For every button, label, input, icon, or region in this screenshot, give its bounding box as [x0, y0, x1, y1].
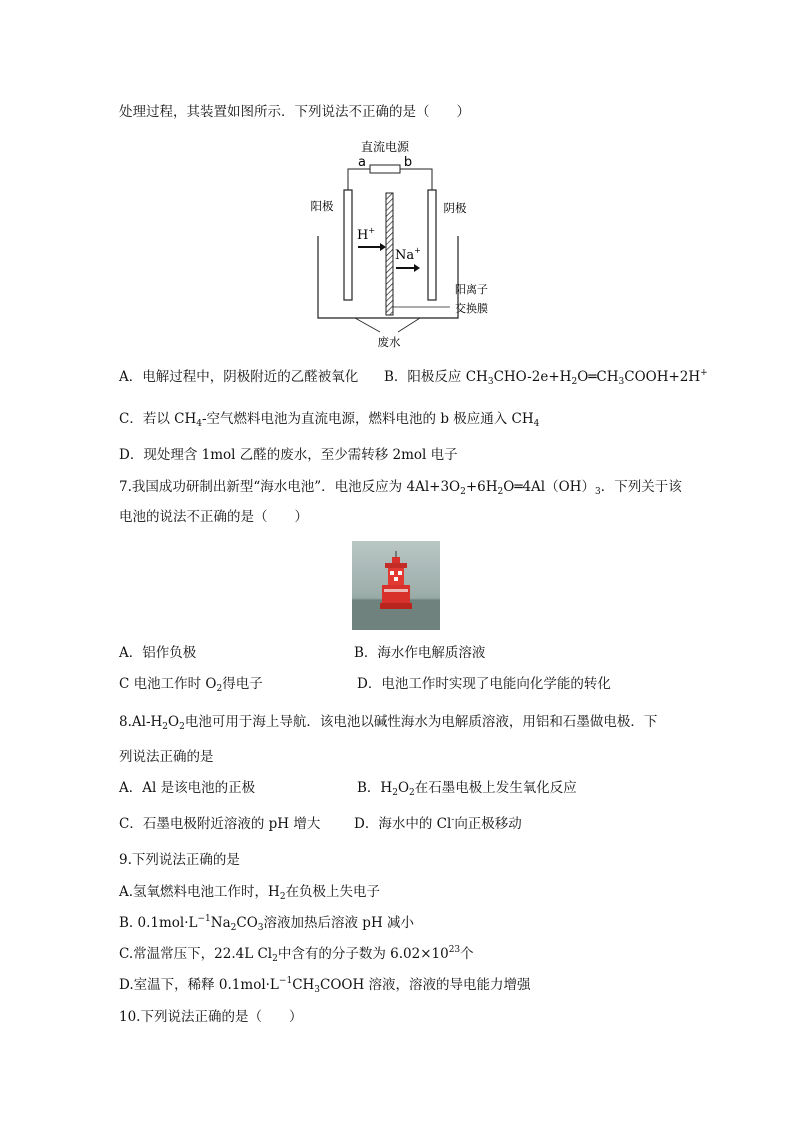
q8-option-b: B．$H_2O_2$在石墨电极上发生氧化反应 [357, 780, 577, 798]
h-arrow-head [380, 243, 386, 251]
q7-option-c: C 电池工作时 $O_2$得电子 [119, 676, 263, 694]
terminal-a-label: a [358, 155, 366, 170]
q8-option-a: A．Al 是该电池的正极 [119, 780, 256, 796]
wire-left [348, 169, 370, 190]
q7-option-a: A．铝作负极 [119, 645, 197, 661]
ion-na-label: Na+ [395, 246, 421, 263]
cathode-electrode [428, 190, 436, 300]
cation-exchange-membrane [386, 193, 393, 315]
q9-option-d: D.室温下，稀释 $0.1mol\cdot L^{-1}CH_3COOH$ 溶液，溶液的导电能力增强 [119, 976, 531, 995]
q10-stem: 10.下列说法正确的是（ ） [119, 1009, 303, 1025]
membrane-label-line1: 阳离子 [455, 283, 488, 296]
membrane-label-line2: 交换膜 [455, 302, 488, 315]
cathode-label: 阴极 [443, 201, 467, 215]
q6-option-c: C．若以 $CH_4-$空气燃料电池为直流电源，燃料电池的 b 极应通入 $CH_4$ [119, 411, 540, 429]
q8-option-c: C．石墨电极附近溶液的 pH 增大 [119, 816, 321, 832]
q6-stem: 处理过程，其装置如图所示．下列说法不正确的是（ ） [119, 104, 470, 120]
q9-option-a: A.氢氧燃料电池工作时，$H_2$在负极上失电子 [119, 884, 381, 902]
q9-option-b: B. $0.1mol\cdot L^{-1}Na_2CO_3$溶液加热后溶液 pH 减小 [119, 914, 415, 933]
terminal-b-label: b [403, 155, 413, 170]
wastewater-label: 废水 [377, 335, 401, 349]
seawater-battery-buoy-photo [352, 541, 440, 630]
wastewater-leader-right [398, 318, 420, 332]
q7-option-b: B．海水作电解质溶液 [354, 645, 486, 661]
wire-right [400, 169, 432, 190]
q7-stem-line2: 电池的说法不正确的是（ ） [119, 509, 308, 525]
q6-option-b: B．阳极反应 $CH_3CHO-2e+H_2O═CH_3COOH+2H^+$ [384, 368, 708, 387]
q9-option-c: C.常温常压下，22.4L $Cl_2$中含有的分子数为 $6.02\times 10^{23}$个 [119, 945, 474, 964]
power-source-box [370, 165, 400, 173]
q7-option-d: D．电池工作时实现了电能向化学能的转化 [357, 676, 611, 692]
q8-stem-line1: $8.Al-H_2O_2$电池可用于海上导航．该电池以碱性海水为电解质溶液，用铝和石墨做电极．下 [119, 714, 658, 732]
na-arrow-head [414, 264, 420, 272]
electrolysis-diagram [300, 138, 500, 353]
wastewater-leader-left [355, 318, 380, 332]
ion-h-label: H+ [357, 226, 376, 243]
anode-electrode [344, 190, 352, 300]
q9-stem: 9.下列说法正确的是 [119, 852, 240, 868]
power-source-label: 直流电源 [360, 140, 410, 154]
q8-stem-line2: 列说法正确的是 [119, 749, 214, 765]
anode-label: 阳极 [310, 199, 334, 213]
q7-stem-line1: 7.我国成功研制出新型“海水电池”．电池反应为 $4Al+3O_2+6H_2O═4Al(OH)_3$．下列关于该 [119, 479, 682, 497]
q6-option-d: D．现处理含 1mol 乙醛的废水，至少需转移 2mol 电子 [119, 447, 458, 463]
q8-option-d: D．海水中的 Cl-向正极移动 [354, 815, 522, 832]
q6-option-a: A．电解过程中，阴极附近的乙醛被氧化 [119, 369, 359, 385]
